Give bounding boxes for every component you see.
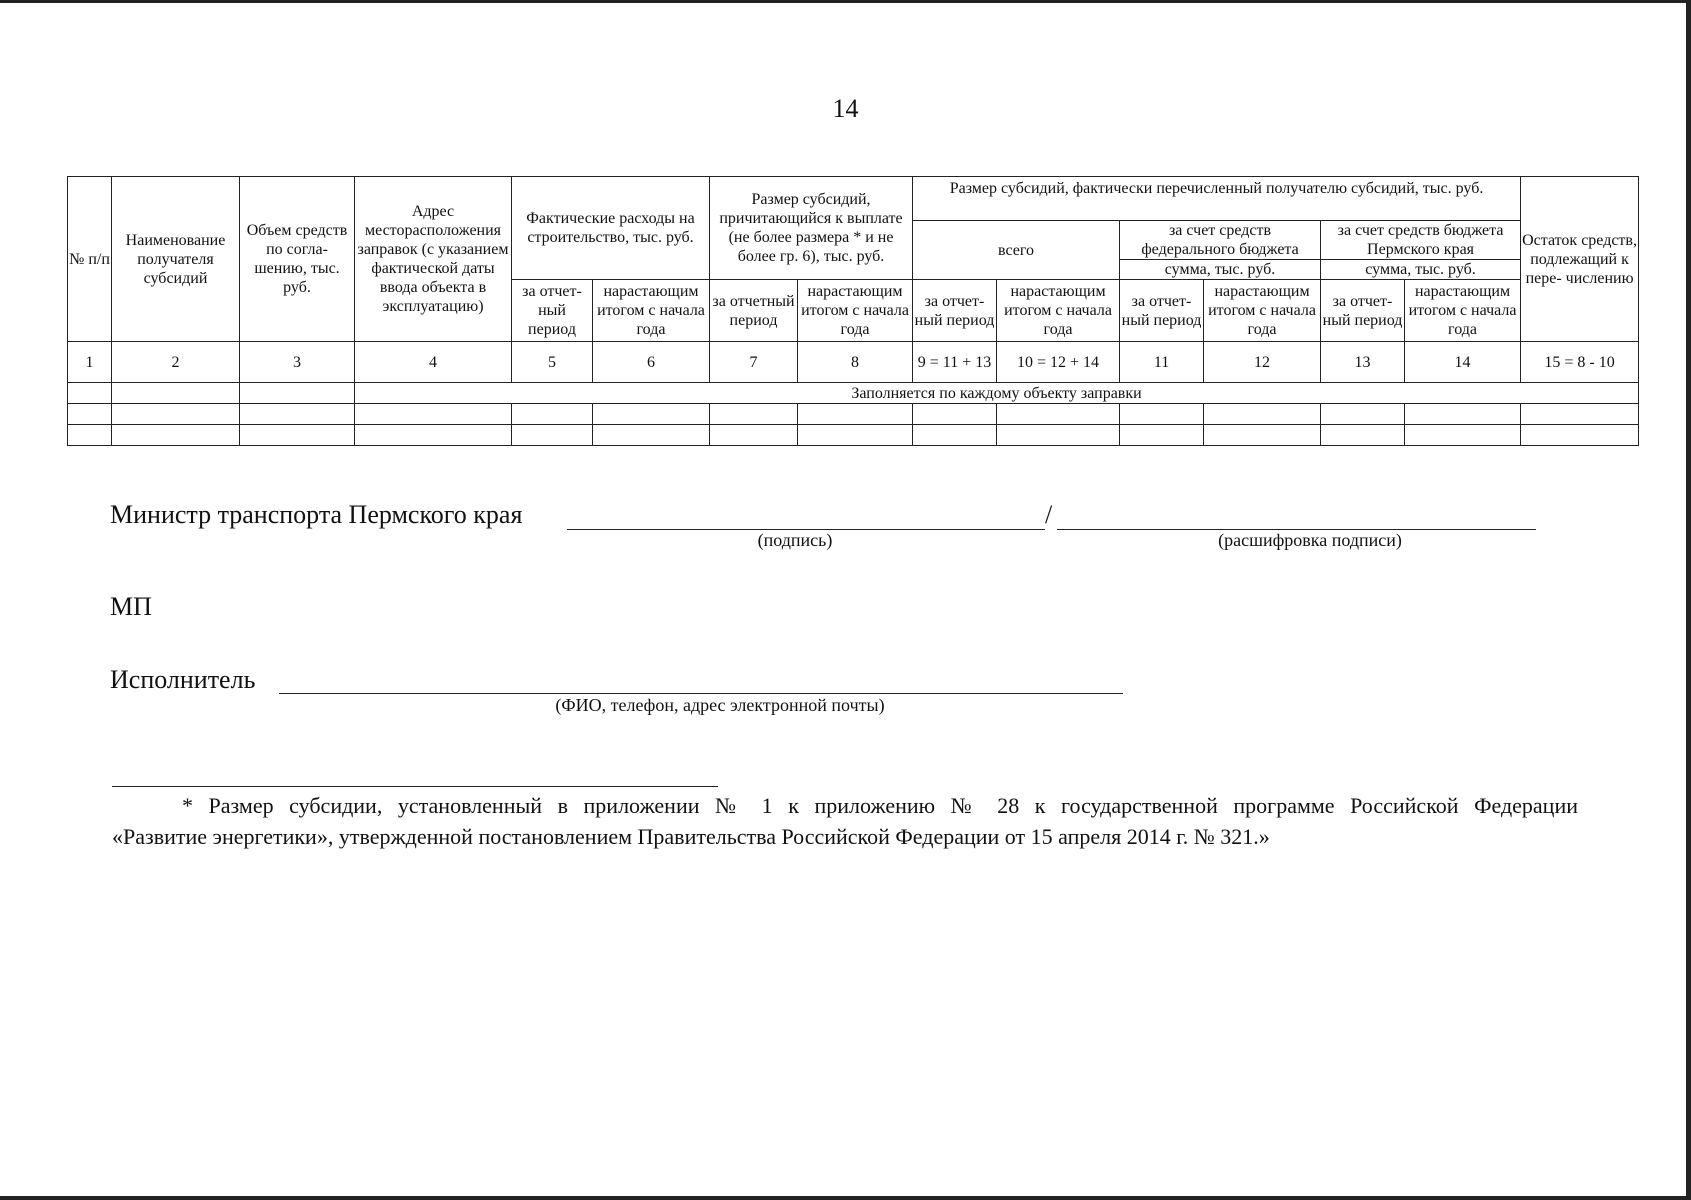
table-cell	[593, 404, 710, 425]
table-cell	[112, 383, 240, 404]
column-number: 15 = 8 - 10	[1521, 342, 1639, 383]
table-cell	[112, 404, 240, 425]
header-remainder: Остаток средств, подлежащий к пере- числению	[1521, 177, 1639, 342]
table-cell	[1521, 425, 1639, 446]
header-num: № п/п	[68, 177, 112, 342]
footnote-line-2: «Развитие энергетики», утвержденной постановлением Правительства Российской Федерации от 15 апреля 2014 г. № 321.»	[112, 824, 1270, 849]
table-cell	[1204, 404, 1321, 425]
signature-separator: /	[1045, 500, 1053, 529]
signature-decode-caption: (расшифровка подписи)	[1218, 530, 1402, 550]
column-number: 3	[240, 342, 355, 383]
table-cell	[355, 425, 512, 446]
subsidy-report-table	[67, 176, 1639, 446]
fill-note-row	[68, 383, 1639, 404]
table-cell	[1120, 425, 1204, 446]
column-number-row	[68, 342, 1639, 383]
column-number: 6	[593, 342, 710, 383]
header-total: всего	[913, 221, 1120, 280]
header-federal: за счет средств федерального бюджета	[1120, 221, 1321, 260]
header-regional: за счет средств бюджета Пермского края	[1321, 221, 1521, 260]
table-cell	[913, 404, 997, 425]
column-number: 5	[512, 342, 593, 383]
column-number: 12	[1204, 342, 1321, 383]
column-number: 8	[798, 342, 913, 383]
table-cell	[240, 383, 355, 404]
scan-border-bottom	[0, 1196, 1691, 1200]
table-cell	[355, 404, 512, 425]
column-number: 11	[1120, 342, 1204, 383]
minister-label: Министр транспорта Пермского края	[110, 500, 523, 529]
header-costs-period: за отчет- ный период	[512, 280, 593, 342]
header-regional-cumulative: нарастающим итогом с начала года	[1405, 280, 1521, 342]
column-number: 4	[355, 342, 512, 383]
header-recipient-name: Наименование получателя субсидий	[112, 177, 240, 342]
header-address: Адрес месторасположения заправок (с указанием фактической даты ввода объекта в эксплуатацию)	[355, 177, 512, 342]
executor-caption: (ФИО, телефон, адрес электронной почты)	[555, 695, 885, 715]
header-regional-sum: сумма, тыс. руб.	[1321, 260, 1521, 280]
header-subsidy-transferred: Размер субсидий, фактически перечисленный получателю субсидий, тыс. руб.	[913, 177, 1521, 221]
table-cell	[710, 425, 798, 446]
table-cell	[512, 425, 593, 446]
table-cell	[1521, 404, 1639, 425]
signature-caption: (подпись)	[757, 530, 833, 550]
table-cell	[1321, 404, 1405, 425]
table-cell	[1204, 425, 1321, 446]
fill-note: Заполняется по каждому объекту заправки	[355, 383, 1639, 404]
header-total-period: за отчет- ный период	[913, 280, 997, 342]
column-number: 1	[68, 342, 112, 383]
column-number: 2	[112, 342, 240, 383]
table-cell	[1405, 404, 1521, 425]
scan-border-right	[1686, 0, 1691, 1200]
header-due-period: за отчетный период	[710, 280, 798, 342]
table-cell	[593, 425, 710, 446]
table-cell	[112, 425, 240, 446]
table-cell	[913, 425, 997, 446]
header-federal-cumulative: нарастающим итогом с начала года	[1204, 280, 1321, 342]
footnote	[112, 790, 1578, 852]
table-cell	[68, 383, 112, 404]
header-due-cumulative: нарастающим итогом с начала года	[798, 280, 913, 342]
table-cell	[1120, 404, 1204, 425]
column-number: 13	[1321, 342, 1405, 383]
table-cell	[710, 404, 798, 425]
table-cell	[798, 425, 913, 446]
table-row	[68, 404, 1639, 425]
column-number: 14	[1405, 342, 1521, 383]
header-costs-cumulative: нарастающим итогом с начала года	[593, 280, 710, 342]
header-federal-sum: сумма, тыс. руб.	[1120, 260, 1321, 280]
table-row	[68, 425, 1639, 446]
table-cell	[798, 404, 913, 425]
table-cell	[240, 425, 355, 446]
table-cell	[68, 425, 112, 446]
table-cell	[997, 404, 1120, 425]
column-number: 10 = 12 + 14	[997, 342, 1120, 383]
header-federal-period: за отчет- ный период	[1120, 280, 1204, 342]
page-number: 14	[832, 94, 859, 123]
column-number: 9 = 11 + 13	[913, 342, 997, 383]
scan-border-top	[0, 0, 1691, 3]
header-actual-costs: Фактические расходы на строительство, тыс. руб.	[512, 177, 710, 280]
header-regional-period: за отчет- ный период	[1321, 280, 1405, 342]
header-total-cumulative: нарастающим итогом с начала года	[997, 280, 1120, 342]
table-cell	[1405, 425, 1521, 446]
stamp-label: МП	[110, 592, 152, 621]
footnote-line-1: * Размер субсидии, установленный в приложении № 1 к приложению № 28 к государственной программе Российской Федерации	[182, 793, 1578, 818]
executor-label: Исполнитель	[110, 665, 256, 694]
table-cell	[240, 404, 355, 425]
header-subsidy-due: Размер субсидий, причитающийся к выплате (не более размера * и не более гр. 6), тыс. руб.	[710, 177, 913, 280]
header-funds-volume: Объем средств по согла- шению, тыс. руб.	[240, 177, 355, 342]
column-number: 7	[710, 342, 798, 383]
executor-line	[279, 693, 1123, 694]
table-cell	[512, 404, 593, 425]
table-cell	[68, 404, 112, 425]
footnote-rule	[112, 786, 718, 787]
table-cell	[1321, 425, 1405, 446]
table-cell	[997, 425, 1120, 446]
